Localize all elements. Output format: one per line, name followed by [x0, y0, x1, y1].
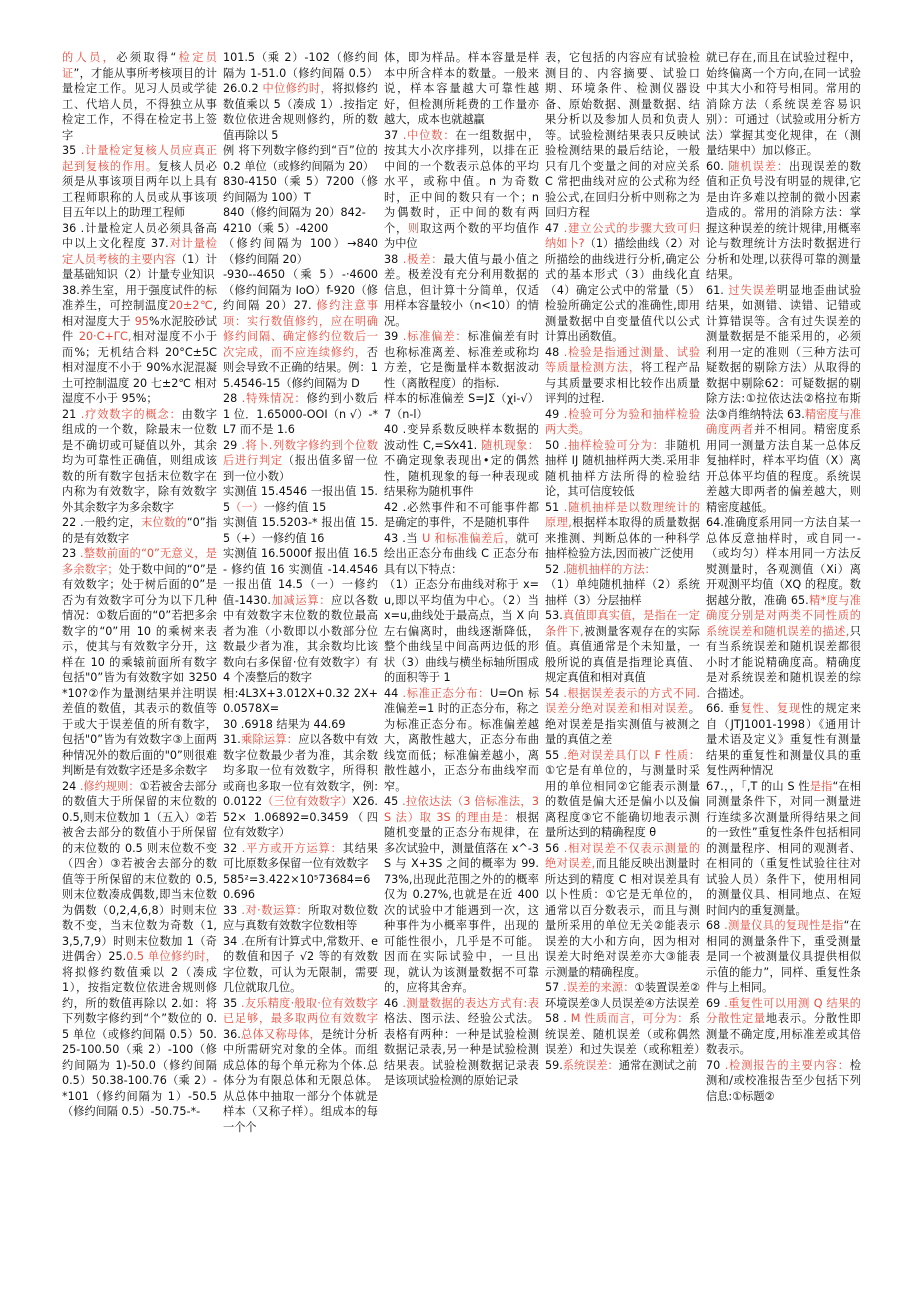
body-text: 43 .当 [384, 531, 423, 545]
body-text: 53. [545, 609, 563, 622]
body-text: 58 . [545, 1012, 571, 1025]
paragraph [62, 779, 217, 1120]
paragraph [706, 996, 861, 1058]
body-text: ①若被舍去部分的数值大于所保留的末位数的 0.5,则末位数加 1（五入）②若被舍去部分的数值小于所保留的末位数的 0.5 则末位数不变（四舍）③若被舍去部分的数值等于所保留的末位数的 0.5,则末位数凑成偶数,即当末位数为偶数（0,2,4,6,8）时则末位数不变，当末位数为奇数（1,3,5,7,9）时则末位数加 1（奇进偶舍）25. [62, 779, 217, 963]
body-text: 将工程产品与其质量要求相比较作出质量评判的过程. [545, 361, 700, 405]
body-text: 格法、图示法、经验公式法。表格有两种：一种是试验检测数据记录表,另一种是试验检测结果表。试验检测数据记录表是该项试验检测的原始记录 [384, 1012, 539, 1087]
document-page [62, 50, 862, 1295]
highlighted-text: .相对误差不仅表示测量的绝对误差, [545, 841, 700, 870]
highlighted-text: 0.5 单位修约时， [126, 950, 217, 963]
body-text: 否则会导致不正确的结果。例：15.4546-15（修约间隔为 D [223, 345, 378, 390]
body-text: 应以各数中有效数字位数最少者为准，其余数均多取一位有效数字，所得积或商也多取一位有效数字，例:0.0122 [223, 733, 378, 808]
highlighted-text: .重复性可以用测 Q 结果的分散性定量 [706, 996, 861, 1025]
paragraph [706, 701, 861, 779]
body-text: “在相同测量条件下，对同一测量进行连续多次测量所得结果之间的一致性”重复性条件包括相同的测量程序、相同的观测者、在相同的（重复性试验往往对试验人员）条件下，使用相同的测量仪具、相同地点、在短时间内的重复测量。 [706, 779, 861, 917]
paragraph [62, 515, 217, 546]
paragraph [706, 283, 861, 516]
body-text: 而且能反映出测量时所达到的精度 C 相对误差具有以卜性质：①它是无单位的，通常以百分数表示，而且与测量所采用的单位无关②能表示误差的大小和方向，因为相对误差大时绝对误差亦大③能表示测量的精确程度。 [545, 857, 700, 979]
highlighted-text: .随机抽样的方法： [562, 562, 656, 576]
body-text: 实测值 15.5203-* 报出值 15.5（+）一修约值 16 [223, 516, 378, 545]
body-text: 就已存在,而且在试验过程中，始终偏离一个方向,在同一试验中其大小和符号相同。常用的消除方法（系统误差容易识别）：可通过（试验或用分析方法）掌握其变化规律，在（测量结果中）加以修正。 [706, 51, 861, 157]
highlighted-text: .抽样检验可分为： [563, 438, 665, 452]
paragraph [384, 794, 539, 996]
paragraph [223, 872, 378, 903]
highlighted-text: 过失误差 [728, 283, 777, 297]
highlighted-text: 检定员证 [62, 51, 217, 80]
paragraph [706, 50, 861, 159]
body-text: 样本的标准偏差 S=JΣ（χi-√）7（n-l） [384, 392, 539, 421]
body-text: （1）描绘曲线（2）对所描绘的曲线进行分析,确定公式的基本形式（3）曲线化直（4）确定公式中的常量（5）检验所确定公式的准确性,即用测量数据中自变量值代以公式计算出函数值。 [545, 237, 700, 343]
body-text: 64.准确度系用同一方法自某一总体反意抽样时，或自同一-（或均匀）样本用同一方法反熨测量时，各观测值（Xi）离开观测平均值（XQ 的程度。数据越分散，准确 65. [706, 516, 861, 607]
highlighted-text: （一） [230, 500, 264, 514]
body-text: 出现误差的数值和正负号没有明显的规律,它是由许多难以控制的微小因素造成的。常用的消除方法：掌握这种误差的统计规律,用概率论与数理统计方法时数据进行分析和处理,以获得可靠的测量结果。 [706, 159, 861, 281]
highlighted-text: .检验是指通过测量、试验等质量检测方法， [545, 345, 700, 374]
body-text: 30 .6918 结果为 44.69 [223, 717, 346, 731]
body-text: 54 [545, 686, 564, 700]
highlighted-text: .标准偏差： [402, 330, 468, 343]
highlighted-text: .测量仪具的复现性是指 [724, 919, 844, 932]
paragraph [223, 438, 378, 485]
body-text: 61. [706, 283, 729, 297]
body-text: （修约间隔为 100）→840（修约间隔 20） [223, 237, 378, 266]
paragraph [223, 546, 378, 686]
body-text: 由数字组成的一个数，除最末一位数是不确切或可疑值以外，其余均为可靠性正确值，则组成该数的所有数字包括末位数字在内称为有效数字，除有效数字外其余数字为多余数字 [62, 407, 217, 514]
paragraph [545, 686, 700, 748]
body-text: 所取对数位数应与真数有效数字位数相等 [223, 903, 378, 932]
text-column-1 [62, 50, 217, 1295]
body-text: 49 [545, 407, 564, 421]
body-text: 处于数中间的“0”是有效数字；处于树后面的0”是否为有效数字可分为以下几种情况：①数后面的“0”若把多余数字的“0”用 10 的乘树来表示，使其与有效数字分开，这样在 10 的乘辕前面所有数字包括"0”皆为有效数字如 3250*10?②作为量测结果并注明误差值的数值，其表示的数值等于或大于误差值的所有数字，包括"0”皆为有效数字③上面两种情况外的数后面的"0”则很难判断是有效数字还是多余数字 [62, 562, 217, 777]
highlighted-text: .友乐精度·般取·位有效数字已足够，最多取两位有效数字 [223, 996, 378, 1025]
highlighted-text: . [240, 934, 245, 948]
highlighted-text: 加减运算： [270, 593, 332, 607]
paragraph [62, 407, 217, 516]
body-text: 32 [223, 841, 242, 855]
body-text: 57 [545, 981, 563, 994]
body-text: ①装置误差②环境误差③人员误差④方法误差 [545, 981, 700, 1010]
paragraph [545, 50, 700, 221]
paragraph [384, 500, 539, 531]
body-text: 45 [384, 795, 403, 808]
body-text: 24 [62, 779, 80, 793]
highlighted-text: M 性质而言，可分为： [570, 1012, 689, 1025]
body-text: 68 [706, 919, 725, 932]
text-column-5 [706, 50, 861, 1295]
highlighted-text: 复性、复现 [740, 702, 802, 715]
body-text: ”，才能从事所考核项目的计量检定工作。见习人员或学徒工、代培人员，不得独立从事检定工作，不得在检定书上签字 [62, 66, 217, 142]
highlighted-text: 修约注意事项：实行数值修约，应在明确修约间隔、确定修约位数后一次完成，而不应连续修约， [223, 299, 378, 359]
paragraph [545, 748, 700, 841]
body-text: ,相对湿度大于 [62, 299, 217, 328]
body-text: 是统计分析中所需研究对象的全体。而组成总体的每个单元称为个体.总体分为有限总体和无限总体。从总体中抽取一部分个体就是样本（又称子样）。组成本的每一个个 [223, 1027, 378, 1134]
paragraph [384, 391, 539, 422]
body-text: 67.，，「,T 的山 S 性 [706, 779, 810, 793]
body-text: 28 [223, 392, 242, 405]
highlighted-text: .拉依达法（3 倍标准法，3S 法）取 3S 的理由是： [384, 795, 539, 824]
body-text: 51 [545, 500, 564, 514]
body-text: ①它是有单位的，与测量时采用的单位相同②它能表示测量的数值是偏大还是偏小以及偏离程度③它不能确切地表示测量所达到的精确程度 θ [545, 764, 700, 839]
paragraph [223, 174, 378, 205]
body-text: 体，即为样品。样本容量是样本中所含样本的数量。一般来说，样本容量越大可靠性越好，但检测所耗费的工作量亦越大，成本也就越贏 [384, 51, 539, 126]
highlighted-text: 对计量检定人员考核的主要内容 [62, 237, 217, 266]
body-text: 相:4L3X+3.012X+0.32 2X+0.0578X= [223, 686, 378, 715]
body-text: 根据样本取得的质量数据来推测、判断总体的一种科学抽样检验方法,因而被广泛使用 [545, 516, 700, 560]
highlighted-text: .极差： [402, 252, 444, 266]
paragraph [545, 608, 700, 686]
paragraph [545, 221, 700, 345]
body-text: （1）单纯随机抽样（2）系统抽样（3）分层抽样 [545, 578, 700, 607]
body-text: 42 .必然事件和不可能事件都是确定的事件，不是随机事件 [384, 500, 539, 529]
body-text: 表，它包括的内容应有试验检测目的、内容摘要、试验口期、环境条件、检测仪器设备、原始数据、测量数据、结果分析以及参加人员和负责人等。试验检测结果表只反映试验检测结果的最后结论，一般只有几个变量之间的对应关系 C 常把曲线对应的公式称为经验公式,在回归分析中则称之为回归方程 [545, 51, 700, 219]
body-text: 必须取得“ [116, 51, 177, 64]
highlighted-text: .根据误差表示的方式不同.误差分绝对误差和相对误差 [545, 686, 700, 715]
body-text: 840（修约间隔为 20）842- [223, 206, 366, 219]
body-text: 36. [223, 1027, 241, 1041]
body-text: （1）计量基础知识（2）计量专业知识 [62, 252, 217, 281]
paragraph [384, 996, 539, 1089]
body-text: 修约到小数后 1 位．1.65000-OOI（n √）-*L7 而不是 1.6 [223, 392, 378, 436]
body-text: “0”指的是有效数字 [62, 516, 217, 545]
body-text: 地表示。分散性即测量不确定度,用标准差或其倍数表示。 [706, 1012, 861, 1056]
body-text: 性的规定来自（JTJ1001-1998）《通用计量术语及定义》重复性有测量结果的重复性和测量仪具的重复性两种情况 [706, 702, 861, 777]
paragraph [223, 841, 378, 872]
highlighted-text: 的人员， [62, 51, 117, 64]
body-text: 最大值与最小值之差。极差没有充分利用数据的信息，但计算十分简单，仅适用样本容量较小（n<10）的情况。 [384, 252, 539, 328]
body-text: 应以各数中有效数字末位数的数位最高者为准（小数即以小数部分位数最少者为准，其余数均比该数向右多保留·位有效数字）有 4 个凑整后的数字 [223, 593, 378, 684]
body-text: 实测值 16.5000f 报出值 16.5- 修约值 16 实测值 -14.4546 一报出值 14.5（一）一修约值-1430. [223, 547, 378, 607]
body-text: 其结果可比原数多保留一位有效数字 [223, 841, 378, 870]
paragraph [223, 143, 378, 174]
highlighted-text: 随机误差： [728, 159, 790, 173]
paragraph [706, 1058, 861, 1105]
paragraph [384, 422, 539, 500]
body-text: 在所有计算式中,常数开、e 的数值和因子 √2 等的有效数字位数，可认为无限制，需要几位就取几位。 [223, 934, 378, 994]
paragraph [545, 345, 700, 407]
body-text: 50 [545, 438, 564, 452]
highlighted-text: .对·数运算： [241, 903, 309, 917]
body-text: U=On 标准偏差=1 时的正态分布，称之为标准正态分布。标准偏差越大，离散性越大，正态分布曲线宽而低；标准偏差越小，离散性越小，正态分布曲线窄而窄。 [384, 686, 539, 793]
body-text: 29 [223, 438, 242, 452]
paragraph [384, 252, 539, 330]
paragraph [223, 996, 378, 1136]
highlighted-text: .修约规则： [79, 779, 140, 793]
highlighted-text: .中位数： [402, 128, 456, 142]
body-text: 在一组数据中，按其大小次序排列，以排在正中间的一个数表示总体的平均水平，或称中值。n 为奇数时，正中间的数只有一个；n 为偶数时，正中间的数有两个， [384, 128, 539, 235]
text-column-2 [223, 50, 378, 1295]
body-text: 40 .变异系数反映样本数据的波动性 C,=S⁄x41. [384, 423, 539, 452]
highlighted-text: 系统误差： [562, 1058, 619, 1072]
body-text: 只有当系统误差和随机误差都很小时才能说精确度高。精确度是对系统误差和随机误差的综合描述。 [706, 624, 861, 700]
paragraph [384, 531, 539, 578]
body-text: 就可绘出正态分布曲线 C 正态分布具有以下特点： [384, 531, 539, 576]
highlighted-text: 95 [134, 314, 149, 328]
paragraph [223, 686, 378, 717]
highlighted-text: U 和标准偏差后， [422, 531, 517, 545]
body-text: 70 [706, 1058, 725, 1072]
body-text: 明显地歪曲试验结果，如测错、读错、记错或计算错误等。含有过失误差的测量数据是不能采用的，必须利用一定的准则（三种方法可疑数据的剔除方法）从取得的数据中剔除62：可疑数据的剔除方法:①拉依达法②格拉布斯法③肖维纳特法 63. [706, 283, 861, 421]
body-text: 将拟修约数值乘以 5（凑成 1）.按指定数位依进舍规则修约，所的数值再除以 5 [223, 82, 378, 142]
body-text: 35 [223, 996, 242, 1010]
body-text: 33 [223, 903, 242, 917]
highlighted-text: .误差的来源： [562, 981, 635, 994]
body-text: 复核人员必须是从事该项目两年以上具有工程师职称的人员或从事该项目五年以上的助理工程师 [62, 159, 217, 219]
body-text: X26.52× 1.06892=0.3459（四位有效数字） [223, 795, 378, 839]
highlighted-text: .平方或开方运算： [241, 841, 343, 855]
body-text: 46 [384, 996, 403, 1010]
body-text: 相对湿度不小于而%；无机结合料 20°C±5C 相对湿度不小于 90%水泥混凝土可控制温度 20 七±2℃ 相对湿度不小于 95%； [62, 330, 217, 405]
paragraph [384, 329, 539, 391]
paragraph [706, 779, 861, 919]
paragraph [223, 515, 378, 546]
body-text: 检测和/或校准报告至少包括下列信息:①标题② [706, 1058, 861, 1103]
body-text: 4210（乘 5）-4200 [223, 221, 329, 235]
body-text: （报出值多留一位到一位小数） [223, 454, 378, 483]
highlighted-text: .测量数据的表达方式有:表 [402, 996, 539, 1010]
paragraph [223, 717, 378, 733]
body-text: （1）正态分布曲线对称于 x=u,即以平均值为中心。（2）当 x=u,曲线处于最高点，当 X 向左右偏离时，曲线逐渐降低，整个曲线呈中间高两边低的形状（3）曲线与横坐标轴所围成的面积等于 1 [384, 578, 539, 684]
body-text: 39 [384, 330, 403, 343]
highlighted-text: .疗效数字的概念： [80, 407, 182, 421]
body-text: 非随机抽样 IJ 随机抽样两大类.采用非随机抽样方法所得的检验结论，其可信度较低 [545, 438, 700, 498]
paragraph [223, 391, 378, 438]
body-text: 22 .一般约定， [62, 516, 142, 529]
paragraph [545, 577, 700, 608]
body-text: 21 [62, 407, 81, 421]
paragraph [223, 732, 378, 841]
body-text: 37 [384, 128, 403, 142]
body-text: 56 [545, 841, 564, 855]
body-text: 例 将下列数字修约到“百”位的 0.2 单位（或修约间隔为 20） [223, 144, 378, 173]
body-text: 55 [545, 748, 564, 762]
body-text: 被测量客观存在的实际值。真值通常是个未知量，一般所说的真值是指理论真值、规定真值和相对真值 [545, 624, 700, 684]
body-text: 101.5（乘 2）-102（修约间隔为 1-51.0（修约间隔 0.5）26.0.2 [223, 51, 378, 95]
text-column-4 [545, 50, 700, 1295]
highlighted-text: 则 [407, 221, 420, 235]
body-text: 系统误差、随机误差（或称偶然误差）和过失误差（或称粗差）59. [545, 1012, 700, 1072]
highlighted-text: 末位数的 [141, 516, 187, 529]
paragraph [706, 159, 861, 283]
highlighted-text: 乘除运算： [240, 733, 299, 746]
paragraph [384, 577, 539, 686]
body-text: 将拟修约数值乘以 2（凑成 1），按指定数位依进舍规则修约，所的数值再除以 2.如：将下列数字修约到“个”数位的 0.5 单位（或修约间隔 0.5）50.25-100.50（乘 2）-100（修约间隔为 1)-50.0（修约间隔 0.5）50.38-100.76（乘 2）-*101（修约间隔为 1）-50.5（修约间隔 0.5）-50.75-*- [62, 965, 217, 1118]
paragraph [706, 918, 861, 996]
body-text: 48 [545, 345, 564, 359]
highlighted-text: 真值即真实值，是指在一定条件下, [545, 609, 700, 638]
paragraph [545, 980, 700, 1011]
paragraph [384, 686, 539, 795]
paragraph [62, 50, 217, 143]
paragraph [62, 283, 217, 407]
body-text: 69 [706, 996, 725, 1010]
paragraph [223, 934, 378, 996]
text-column-3 [384, 50, 539, 1295]
body-text: 830-4150（乘 5）7200（修约间隔为 100）T [223, 175, 378, 204]
body-text: 31. [223, 733, 241, 746]
body-text: 35 [62, 144, 81, 157]
paragraph [223, 903, 378, 934]
highlighted-text: 精密度与准确度两者 [706, 407, 861, 436]
paragraph [384, 50, 539, 128]
highlighted-text: 是指 [809, 779, 833, 793]
paragraph [545, 841, 700, 981]
paragraph [62, 143, 217, 221]
body-text: 60. [706, 159, 729, 173]
highlighted-text: .检测报告的主要内容： [724, 1058, 850, 1072]
highlighted-text: 20±2℃ [168, 299, 214, 312]
highlighted-text: 总体又称母体， [240, 1027, 322, 1041]
highlighted-text: 中位修约时， [262, 82, 333, 95]
highlighted-text: 20·C+ΓC, [78, 330, 132, 343]
paragraph [223, 267, 378, 391]
paragraph [223, 484, 378, 515]
body-text: 根据随机变量的正态分布规律，在多次试验中，测量值落在 x^-3S 与 X+3S 之间的概率为 99.73%,出现此范围之外的的概率仅为 0.27%,也就是在近 400 次的试验中才能遇到一次，这种事件为小概率事件，出现的可能性很小，几乎是不可能。因而在实际试验中，一旦出现，就认为该测量数据不可靠的，应将其舍弃。 [384, 810, 539, 994]
highlighted-text: （三位有效数字） [262, 795, 353, 808]
body-text: 38 [384, 252, 403, 266]
paragraph [223, 205, 378, 221]
body-text: -930--4650（乘 5）-·4600（修约间隔为 IoO）f-920（修约间隔 20）27. [223, 268, 378, 312]
highlighted-text: 精*度与准确度分别是对两类不同性质的系统误差和随机误差的描述, [706, 593, 861, 638]
body-text: 52 [545, 562, 563, 576]
paragraph [706, 515, 861, 701]
highlighted-text: .将卜.列数字修约到个位数后进行判定 [223, 438, 378, 467]
paragraph [545, 562, 700, 578]
body-text: “在相同的测量条件下，重受测量是同一个被测量仪具提供相似示值的能力”，同样、重复性条件与上相同。 [706, 919, 861, 994]
highlighted-text: .检验可分为验和抽样检验两大类。 [545, 407, 700, 436]
paragraph [223, 221, 378, 237]
body-text: 38.养生室，用于强度试件的标准养生，可控制温度 [62, 283, 217, 312]
paragraph [545, 500, 700, 562]
highlighted-text: .随机抽样是以数理统计的原理, [545, 500, 700, 529]
paragraph [223, 50, 378, 143]
highlighted-text: 随机现象： [481, 438, 539, 452]
body-text: 。绝对误差是指实测值与被测之量的真值之差 [545, 702, 700, 746]
paragraph [223, 236, 378, 267]
body-text: 一修约值 15 [263, 500, 327, 514]
highlighted-text: .特殊情况： [241, 392, 307, 405]
highlighted-text: .计量检定复核人员应真正起到复核的作用。 [62, 144, 217, 173]
body-text: 23 [62, 547, 81, 560]
body-text: 并不相同。精密度系用同一测量方法自某一总体反复抽样时，样本平均值（X）离开总体平均值的程度。系统误差越大即两者的偏差越大，则精密度越低。 [706, 423, 861, 514]
body-text: 34 [223, 934, 241, 948]
body-text: 通常在测试之前 [618, 1058, 698, 1072]
highlighted-text: .绝对误差具仃以 F 性质： [563, 748, 700, 762]
paragraph [62, 546, 217, 779]
body-text: 取这两个数的平均值作为中位 [384, 221, 539, 250]
body-text: %水泥胶砂试件 [62, 314, 217, 343]
paragraph [545, 438, 700, 500]
body-text: 66. 垂 [706, 702, 741, 715]
body-text: 标准偏差有时也称标准离差、标准差或称均方差，它是衡量样本数据波动性（离散程度）的指标. [384, 330, 539, 390]
paragraph [384, 128, 539, 252]
body-text: 47 [545, 221, 564, 235]
paragraph [545, 407, 700, 438]
body-text: 44 [384, 686, 403, 700]
highlighted-text: .标准正态分布： [402, 686, 491, 700]
body-text: 实测值 15.4546 一报出值 15.5 [223, 485, 378, 514]
body-text: 36 .计量检定人员必须具备高中以上文化程度 37. [62, 221, 217, 250]
highlighted-text: .整数前面的“0”无意义，是多余数字； [62, 547, 217, 576]
paragraph [545, 1011, 700, 1073]
highlighted-text: .建立公式的步骤大致可归纳如卜? [545, 221, 700, 250]
body-text: 585²=3.422×10⁵73684=60.696 [223, 872, 371, 901]
paragraph [62, 221, 217, 283]
body-text: 不确定现象表现出•定的偶然性，随机现象的每一种表现或结果称为随机事件 [384, 454, 539, 498]
